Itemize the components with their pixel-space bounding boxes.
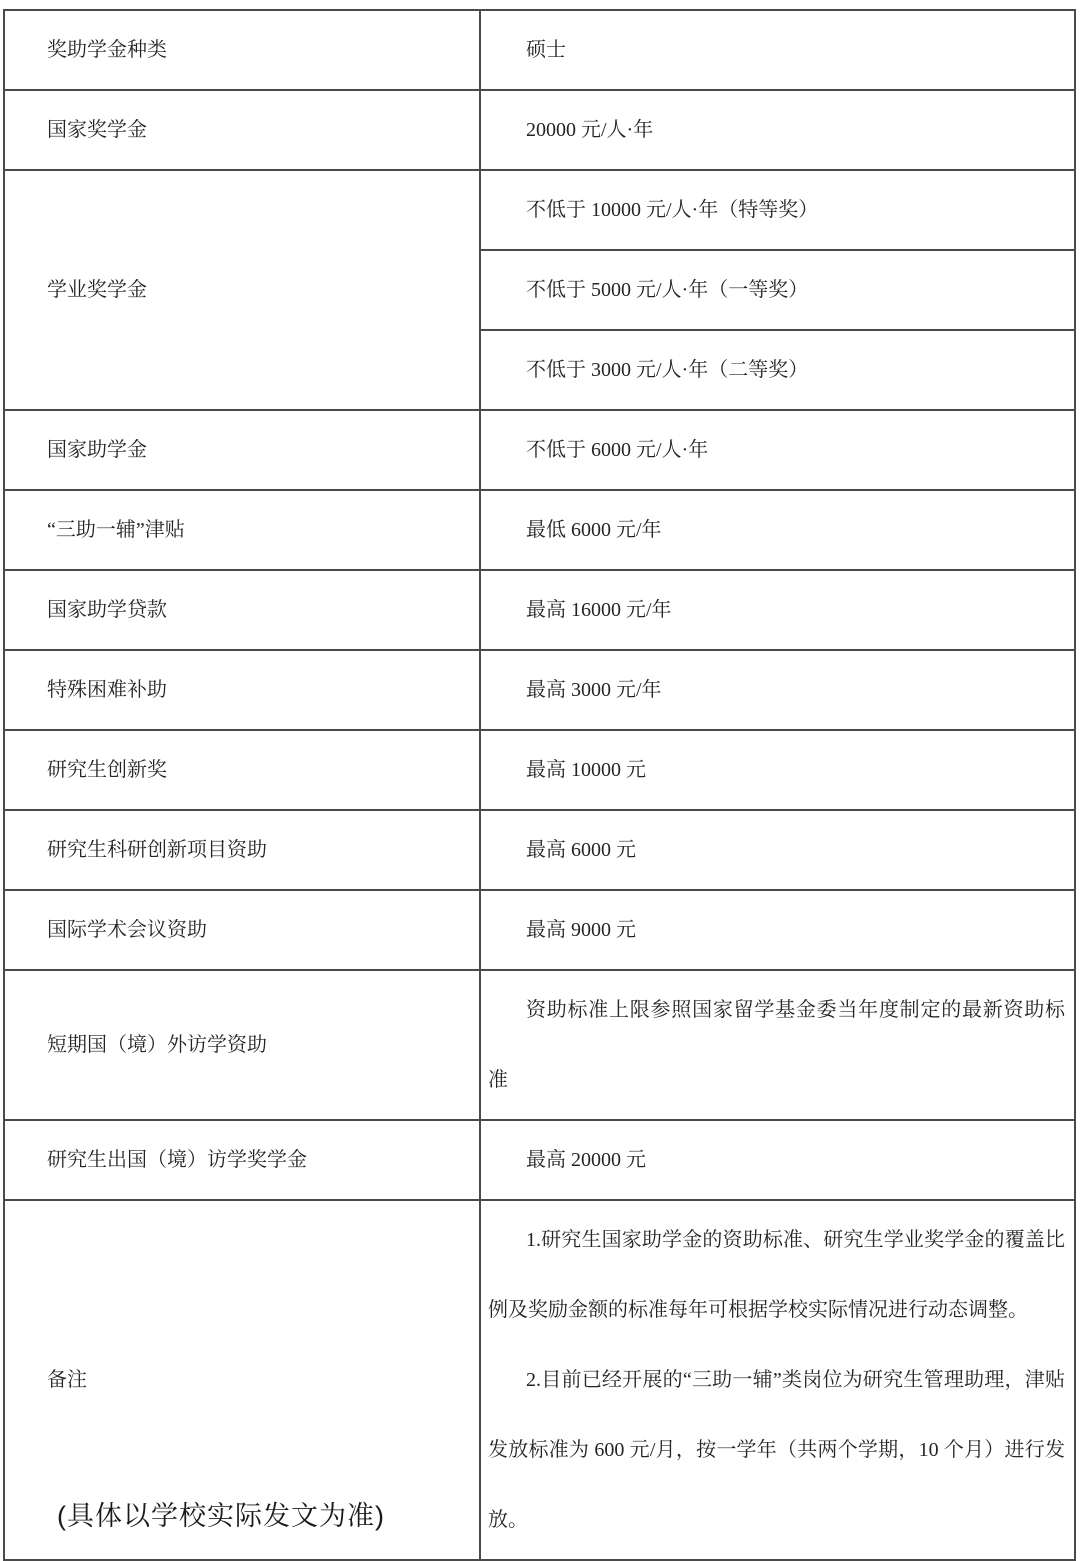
cell-paragraph: 最高 20000 元 xyxy=(526,1149,646,1171)
row-value-column xyxy=(481,651,1074,729)
row-label: 研究生科研创新项目资助 xyxy=(47,839,267,861)
header-degree-label: 硕士 xyxy=(526,39,566,61)
row-label-cell xyxy=(5,411,481,489)
cell-paragraph: 20000 元/人·年 xyxy=(526,119,654,141)
header-category-cell xyxy=(5,11,481,89)
row-value-cell xyxy=(481,971,1074,1119)
row-value-cell xyxy=(481,571,1074,649)
row-value-column xyxy=(481,1121,1074,1199)
header-category-label: 奖助学金种类 xyxy=(47,39,167,61)
cell-paragraph: 最高 3000 元/年 xyxy=(526,679,662,701)
scholarship-table xyxy=(3,9,1076,1561)
row-label: 国际学术会议资助 xyxy=(47,919,207,941)
row-value-cell xyxy=(481,731,1074,809)
row-label-cell xyxy=(5,971,481,1119)
row-value-column xyxy=(481,971,1074,1119)
row-label: 短期国（境）外访学资助 xyxy=(47,1034,267,1056)
row-value-cell xyxy=(481,1201,1074,1559)
row-label-cell xyxy=(5,571,481,649)
row-label-cell xyxy=(5,491,481,569)
row-label: 国家奖学金 xyxy=(47,119,147,141)
header-degree-cell xyxy=(481,11,1074,89)
cell-paragraph: 不低于 10000 元/人·年（特等奖） xyxy=(526,199,819,221)
table-row xyxy=(5,489,1074,569)
row-value-cell xyxy=(481,491,1074,569)
row-label-cell xyxy=(5,731,481,809)
row-value-cell xyxy=(481,91,1074,169)
table-row xyxy=(5,729,1074,809)
header-value-column xyxy=(481,11,1074,89)
row-label-cell xyxy=(5,91,481,169)
row-label: 研究生创新奖 xyxy=(47,759,167,781)
row-value-cell xyxy=(481,891,1074,969)
row-label: “三助一辅”津贴 xyxy=(47,519,185,541)
row-value-cell xyxy=(481,411,1074,489)
cell-paragraph: 不低于 5000 元/人·年（一等奖） xyxy=(526,279,809,301)
table-row xyxy=(5,89,1074,169)
cell-paragraph: 资助标准上限参照国家留学基金委当年度制定的最新资助标准 xyxy=(488,999,1065,1091)
cell-paragraph: 最高 9000 元 xyxy=(526,919,636,941)
row-value-column xyxy=(481,811,1074,889)
row-label: 国家助学金 xyxy=(47,439,147,461)
row-value-column xyxy=(481,491,1074,569)
cell-paragraph: 最高 16000 元/年 xyxy=(526,599,672,621)
row-value-cell xyxy=(481,329,1074,409)
cell-paragraph: 2.目前已经开展的“三助一辅”类岗位为研究生管理助理，津贴发放标准为 600 元/月，按一学年（共两个学期，10 个月）进行发放。 xyxy=(488,1369,1065,1531)
row-value-column xyxy=(481,1201,1074,1559)
row-value-column xyxy=(481,731,1074,809)
row-label: 学业奖学金 xyxy=(47,279,147,301)
row-value-cell xyxy=(481,171,1074,249)
row-value-cell xyxy=(481,811,1074,889)
cell-paragraph: 1.研究生国家助学金的资助标准、研究生学业奖学金的覆盖比例及奖励金额的标准每年可根据学校实际情况进行动态调整。 xyxy=(488,1229,1065,1321)
row-value-column xyxy=(481,891,1074,969)
cell-paragraph: 最高 10000 元 xyxy=(526,759,646,781)
cell-paragraph: 不低于 6000 元/人·年 xyxy=(526,439,709,461)
footnote: (具体以学校实际发文为准) xyxy=(57,1501,385,1531)
row-label-cell xyxy=(5,811,481,889)
row-label: 国家助学贷款 xyxy=(47,599,167,621)
table-row xyxy=(5,409,1074,489)
row-value-cell xyxy=(481,651,1074,729)
table-row xyxy=(5,649,1074,729)
row-label-cell xyxy=(5,1121,481,1199)
row-label-cell xyxy=(5,171,481,409)
table-header-row xyxy=(5,11,1074,89)
row-value-cell xyxy=(481,1121,1074,1199)
table-row xyxy=(5,809,1074,889)
row-value-column xyxy=(481,91,1074,169)
cell-paragraph: 最高 6000 元 xyxy=(526,839,636,861)
table-row xyxy=(5,569,1074,649)
cell-paragraph: 最低 6000 元/年 xyxy=(526,519,662,541)
row-label-cell xyxy=(5,891,481,969)
row-label: 特殊困难补助 xyxy=(47,679,167,701)
cell-paragraph: 不低于 3000 元/人·年（二等奖） xyxy=(526,359,809,381)
table-row xyxy=(5,1119,1074,1199)
row-value-column xyxy=(481,411,1074,489)
row-label: 研究生出国（境）访学奖学金 xyxy=(47,1149,307,1171)
row-value-column xyxy=(481,171,1074,409)
row-value-column xyxy=(481,571,1074,649)
row-value-cell xyxy=(481,249,1074,329)
table-row xyxy=(5,889,1074,969)
row-label-cell xyxy=(5,651,481,729)
table-row xyxy=(5,969,1074,1119)
row-label: 备注 xyxy=(47,1369,87,1391)
table-row xyxy=(5,169,1074,409)
